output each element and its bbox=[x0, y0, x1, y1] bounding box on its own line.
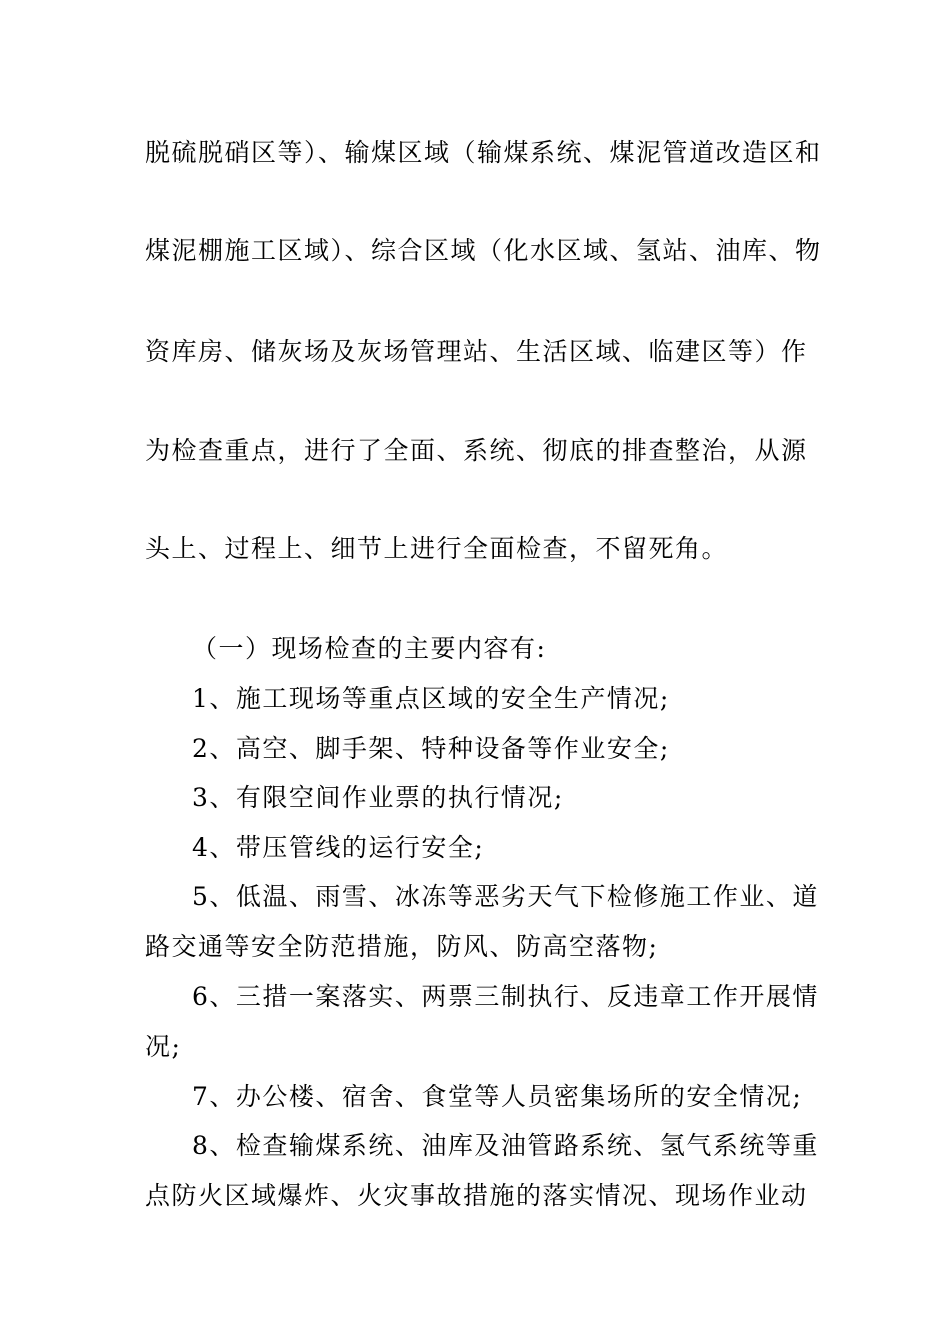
list-item-4: 4、带压管线的运行安全; bbox=[192, 833, 485, 862]
list-item-1: 1、施工现场等重点区域的安全生产情况; bbox=[192, 684, 670, 713]
list-item-8-line-1: 8、检查输煤系统、油库及油管路系统、氢气系统等重 bbox=[192, 1131, 819, 1160]
list-item-7: 7、办公楼、宿舍、食堂等人员密集场所的安全情况; bbox=[192, 1082, 803, 1111]
intro-line-3: 资库房、储灰场及灰场管理站、生活区域、临建区等）作 bbox=[145, 337, 808, 366]
intro-line-1: 脱硫脱硝区等）、输煤区域（输煤系统、煤泥管道改造区和 bbox=[145, 138, 822, 167]
list-item-8-line-2: 点防火区域爆炸、火灾事故措施的落实情况、现场作业动 bbox=[145, 1181, 808, 1210]
section-heading: （一）现场检查的主要内容有: bbox=[192, 634, 547, 663]
list-item-2: 2、高空、脚手架、特种设备等作业安全; bbox=[192, 734, 670, 763]
intro-line-5: 头上、过程上、细节上进行全面检查，不留死角。 bbox=[145, 534, 729, 563]
list-item-3: 3、有限空间作业票的执行情况; bbox=[192, 783, 564, 812]
intro-line-4: 为检查重点，进行了全面、系统、彻底的排查整治，从源 bbox=[145, 436, 808, 465]
list-item-6-line-2: 况; bbox=[145, 1032, 182, 1061]
intro-line-2: 煤泥棚施工区域）、综合区域（化水区域、氢站、油库、物 bbox=[145, 236, 822, 265]
list-item-5-line-1: 5、低温、雨雪、冰冻等恶劣天气下检修施工作业、道 bbox=[192, 882, 819, 911]
list-item-6-line-1: 6、三措一案落实、两票三制执行、反违章工作开展情 bbox=[192, 982, 819, 1011]
list-item-5-line-2: 路交通等安全防范措施，防风、防高空落物; bbox=[145, 932, 659, 961]
